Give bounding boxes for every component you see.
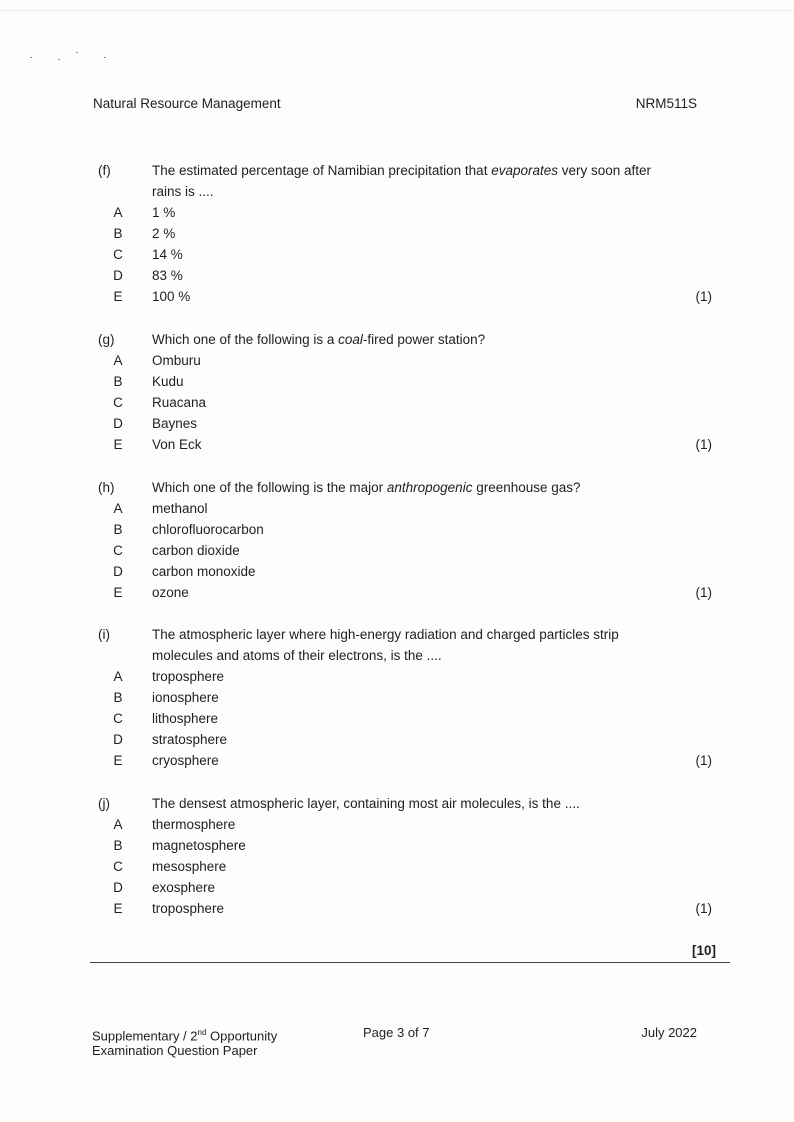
option-text: 83 % <box>152 268 183 283</box>
page-header <box>93 96 697 114</box>
option-text: 1 % <box>152 205 176 220</box>
question-stem-row <box>0 624 794 645</box>
footer-exam-type: Supplementary / 2nd Opportunity <box>92 1028 278 1044</box>
answer-option <box>0 350 794 371</box>
option-text: Baynes <box>152 416 198 431</box>
option-letter: B <box>113 226 123 241</box>
option-text: troposphere <box>152 901 225 916</box>
answer-option <box>0 223 794 244</box>
answer-option <box>0 814 794 835</box>
course-title: Natural Resource Management <box>93 96 281 111</box>
option-letter: E <box>113 753 123 768</box>
option-letter: C <box>113 859 123 874</box>
option-text: ionosphere <box>152 690 219 705</box>
scan-edge-line <box>0 10 794 11</box>
option-text: carbon dioxide <box>152 543 240 558</box>
answer-option <box>0 561 794 582</box>
option-letter: A <box>113 205 123 220</box>
option-text: Ruacana <box>152 395 207 410</box>
page-footer <box>92 1024 697 1064</box>
exam-date: July 2022 <box>641 1025 697 1040</box>
question-number: (j) <box>98 796 110 811</box>
question-marks: (1) <box>695 585 712 600</box>
answer-option <box>0 687 794 708</box>
answer-option <box>0 202 794 223</box>
question-stem-row <box>0 181 794 202</box>
question-number: (i) <box>98 627 110 642</box>
option-text: 2 % <box>152 226 176 241</box>
option-letter: A <box>113 353 123 368</box>
option-text: magnetosphere <box>152 838 246 853</box>
answer-option <box>0 286 794 307</box>
question-stem-row <box>0 645 794 666</box>
course-code: NRM511S <box>635 96 697 111</box>
option-letter: A <box>113 669 123 684</box>
question-marks: (1) <box>695 289 712 304</box>
answer-option <box>0 729 794 750</box>
answer-option <box>0 244 794 265</box>
option-text: Kudu <box>152 374 184 389</box>
question-stem: rains is .... <box>152 184 214 199</box>
question-stem: molecules and atoms of their electrons, is the .... <box>152 648 442 663</box>
answer-option <box>0 708 794 729</box>
option-text: Von Eck <box>152 437 202 452</box>
option-letter: E <box>113 901 123 916</box>
option-letter: B <box>113 838 123 853</box>
answer-option <box>0 835 794 856</box>
option-text: mesosphere <box>152 859 227 874</box>
option-letter: A <box>113 501 123 516</box>
answer-option <box>0 898 794 919</box>
question-stem-row <box>0 160 794 181</box>
option-text: Omburu <box>152 353 201 368</box>
option-text: methanol <box>152 501 208 516</box>
option-text: lithosphere <box>152 711 219 726</box>
question-marks: (1) <box>695 753 712 768</box>
option-text: 14 % <box>152 247 183 262</box>
question-stem: The atmospheric layer where high-energy radiation and charged particles strip <box>152 627 619 642</box>
option-letter: B <box>113 522 123 537</box>
question-stem-row <box>0 793 794 814</box>
option-letter: D <box>113 564 123 579</box>
option-text: troposphere <box>152 669 225 684</box>
footer-paper-type: Examination Question Paper <box>92 1043 258 1058</box>
section-divider <box>90 962 730 963</box>
question-stem: The estimated percentage of Namibian precipitation that evaporates very soon after <box>152 163 652 178</box>
scan-speck <box>30 57 32 58</box>
answer-option <box>0 877 794 898</box>
option-text: thermosphere <box>152 817 236 832</box>
scan-speck <box>104 57 106 58</box>
answer-option <box>0 666 794 687</box>
answer-option <box>0 413 794 434</box>
answer-option <box>0 498 794 519</box>
answer-option <box>0 519 794 540</box>
question-stem: The densest atmospheric layer, containing most air molecules, is the .... <box>152 796 580 811</box>
answer-option <box>0 265 794 286</box>
question-stem-row <box>0 329 794 350</box>
answer-option <box>0 434 794 455</box>
question-stem: Which one of the following is the major anthropogenic greenhouse gas? <box>152 480 581 495</box>
answer-option <box>0 392 794 413</box>
question-marks: (1) <box>695 901 712 916</box>
option-text: exosphere <box>152 880 216 895</box>
answer-option <box>0 540 794 561</box>
answer-option <box>0 856 794 877</box>
page-number: Page 3 of 7 <box>363 1025 430 1040</box>
option-letter: C <box>113 247 123 262</box>
option-letter: D <box>113 732 123 747</box>
scan-speck <box>58 59 60 60</box>
option-text: chlorofluorocarbon <box>152 522 264 537</box>
option-text: 100 % <box>152 289 191 304</box>
option-letter: B <box>113 374 123 389</box>
question-number: (h) <box>98 480 115 495</box>
question-stem-row <box>0 477 794 498</box>
question-number: (f) <box>98 163 111 178</box>
question-stem: Which one of the following is a coal-fired power station? <box>152 332 486 347</box>
option-letter: A <box>113 817 123 832</box>
answer-option <box>0 582 794 603</box>
option-letter: C <box>113 395 123 410</box>
option-letter: D <box>113 416 123 431</box>
question-marks: (1) <box>695 437 712 452</box>
option-letter: D <box>113 880 123 895</box>
option-text: carbon monoxide <box>152 564 256 579</box>
option-letter: E <box>113 585 123 600</box>
option-letter: D <box>113 268 123 283</box>
option-letter: C <box>113 711 123 726</box>
option-letter: B <box>113 690 123 705</box>
answer-option <box>0 371 794 392</box>
option-text: stratosphere <box>152 732 228 747</box>
option-text: ozone <box>152 585 189 600</box>
total-marks: [10] <box>691 943 716 958</box>
question-number: (g) <box>98 332 115 347</box>
option-letter: E <box>113 289 123 304</box>
option-text: cryosphere <box>152 753 219 768</box>
option-letter: C <box>113 543 123 558</box>
scan-speck <box>76 52 78 53</box>
option-letter: E <box>113 437 123 452</box>
answer-option <box>0 750 794 771</box>
